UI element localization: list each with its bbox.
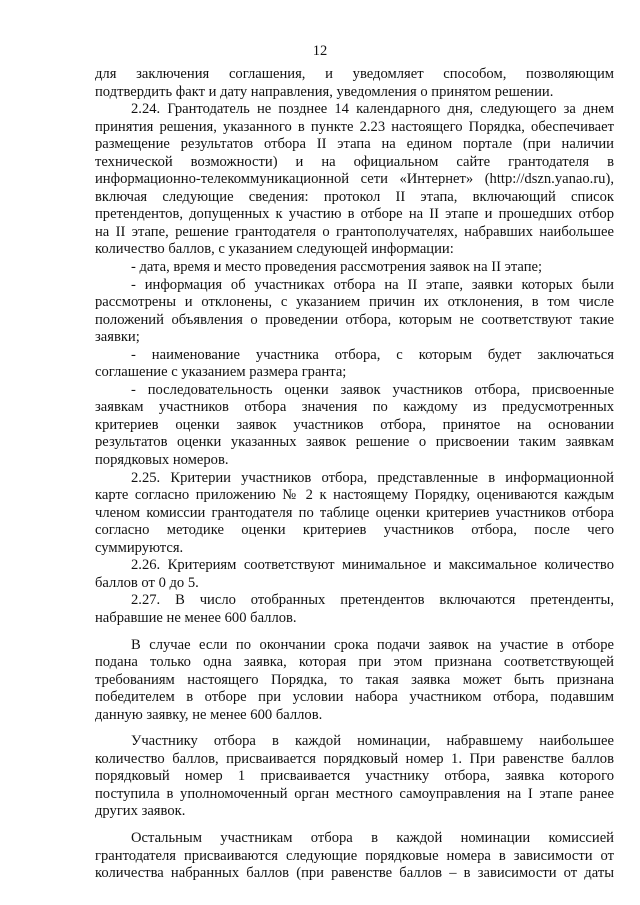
- text-line: карте согласно приложению № 2 к настоящему Порядку, оцениваются каждым: [95, 487, 614, 504]
- text-line: суммируются.: [95, 539, 184, 556]
- text-line: В случае если по окончании срока подачи заявок на участие в отборе: [131, 636, 614, 653]
- text-line: согласно методике оценки критериев участников отбора, после чего: [95, 522, 614, 539]
- text-line: 2.26. Критериям соответствуют минимальное и максимальное количество: [131, 557, 614, 574]
- text-line: Остальным участникам отбора в каждой номинации комиссией: [131, 829, 614, 846]
- text-line: порядковый номер 1 присваивается участнику отбора, заявка которого: [95, 768, 614, 785]
- text-line: количество баллов, с указанием следующей информации:: [95, 241, 454, 258]
- page-number: 12: [312, 43, 328, 59]
- text-line: порядковых номеров.: [95, 452, 229, 469]
- text-line: количество баллов, присваивается порядковый номер 1. При равенстве баллов: [95, 750, 614, 767]
- text-line: технической возможности) и на официальном сайте грантодателя в: [95, 153, 614, 170]
- text-line: членом комиссии грантодателя по таблице оценки критериев участников отбора: [95, 504, 614, 521]
- text-line: результатов оценки указанных заявок решение о присвоении таким заявкам: [95, 434, 614, 451]
- text-line: заявкам участников отбора значения по каждому из предусмотренных: [95, 399, 614, 416]
- text-line: 2.27. В число отобранных претендентов включаются претенденты,: [131, 592, 614, 609]
- text-line: претендентов, допущенных к участию в отборе на II этапе и прошедших отбор: [95, 206, 614, 223]
- text-line: количества набранных баллов (при равенстве баллов – в зависимости от даты: [95, 865, 614, 882]
- text-line: грантодателя присваиваются следующие порядковые номера в зависимости от: [95, 847, 614, 864]
- text-line: баллов от 0 до 5.: [95, 574, 199, 591]
- text-line: принятия решения, указанного в пункте 2.23 настоящего Порядка, обеспечивает: [95, 118, 614, 135]
- document-body: [95, 66, 614, 883]
- text-line: рассмотрены и отклонены, с указанием причин их отклонения, в том числе: [95, 294, 614, 311]
- text-line: - дата, время и место проведения рассмотрения заявок на II этапе;: [131, 259, 543, 276]
- text-line: поступила в уполномоченный орган местного самоуправления на I этапе ранее: [95, 785, 614, 802]
- text-line: критериев оценки заявок участников отбора, принятое на основании: [95, 416, 614, 433]
- text-line: 2.24. Грантодатель не позднее 14 календарного дня, следующего за днем: [131, 101, 614, 118]
- text-line: заявки;: [95, 329, 140, 346]
- text-line: - последовательность оценки заявок участников отбора, присвоенные: [131, 381, 614, 398]
- text-line: включая следующие сведения: протокол II этапа, включающий список: [95, 188, 614, 205]
- text-line: требованиям настоящего Порядка, то такая заявка может быть признана: [95, 671, 614, 688]
- text-line: соглашение с указанием размера гранта;: [95, 364, 347, 381]
- text-line: подтвердить факт и дату направления, уведомления о принятом решении.: [95, 83, 554, 100]
- text-line: размещение результатов отбора II этапа на едином портале (при наличии: [95, 136, 614, 153]
- text-line: - наименование участника отбора, с которым будет заключаться: [131, 346, 614, 363]
- text-line: для заключения соглашения, и уведомляет способом, позволяющим: [95, 66, 614, 82]
- text-line: положений объявления о проведении отбора, которым не соответствуют такие: [95, 311, 614, 328]
- text-line: - информация об участниках отбора на II этапе, заявки которых были: [131, 276, 614, 293]
- text-line: на II этапе, решение грантодателя о грантополучателях, набравших наибольшее: [95, 223, 614, 240]
- text-line: набравшие не менее 600 баллов.: [95, 609, 297, 626]
- text-line: других заявок.: [95, 803, 186, 820]
- text-line: данную заявку, не менее 600 баллов.: [95, 706, 323, 723]
- text-line: Участнику отбора в каждой номинации, набравшему наибольшее: [131, 733, 614, 750]
- text-line: 2.25. Критерии участников отбора, представленные в информационной: [131, 469, 614, 486]
- text-line: подана только одна заявка, которая при этом признана соответствующей: [95, 654, 614, 671]
- text-line: информационно-телекоммуникационной сети «Интернет» (http://dszn.yanao.ru),: [95, 171, 614, 188]
- text-line: победителем в отборе при условии набора участником отбора, подавшим: [95, 689, 614, 706]
